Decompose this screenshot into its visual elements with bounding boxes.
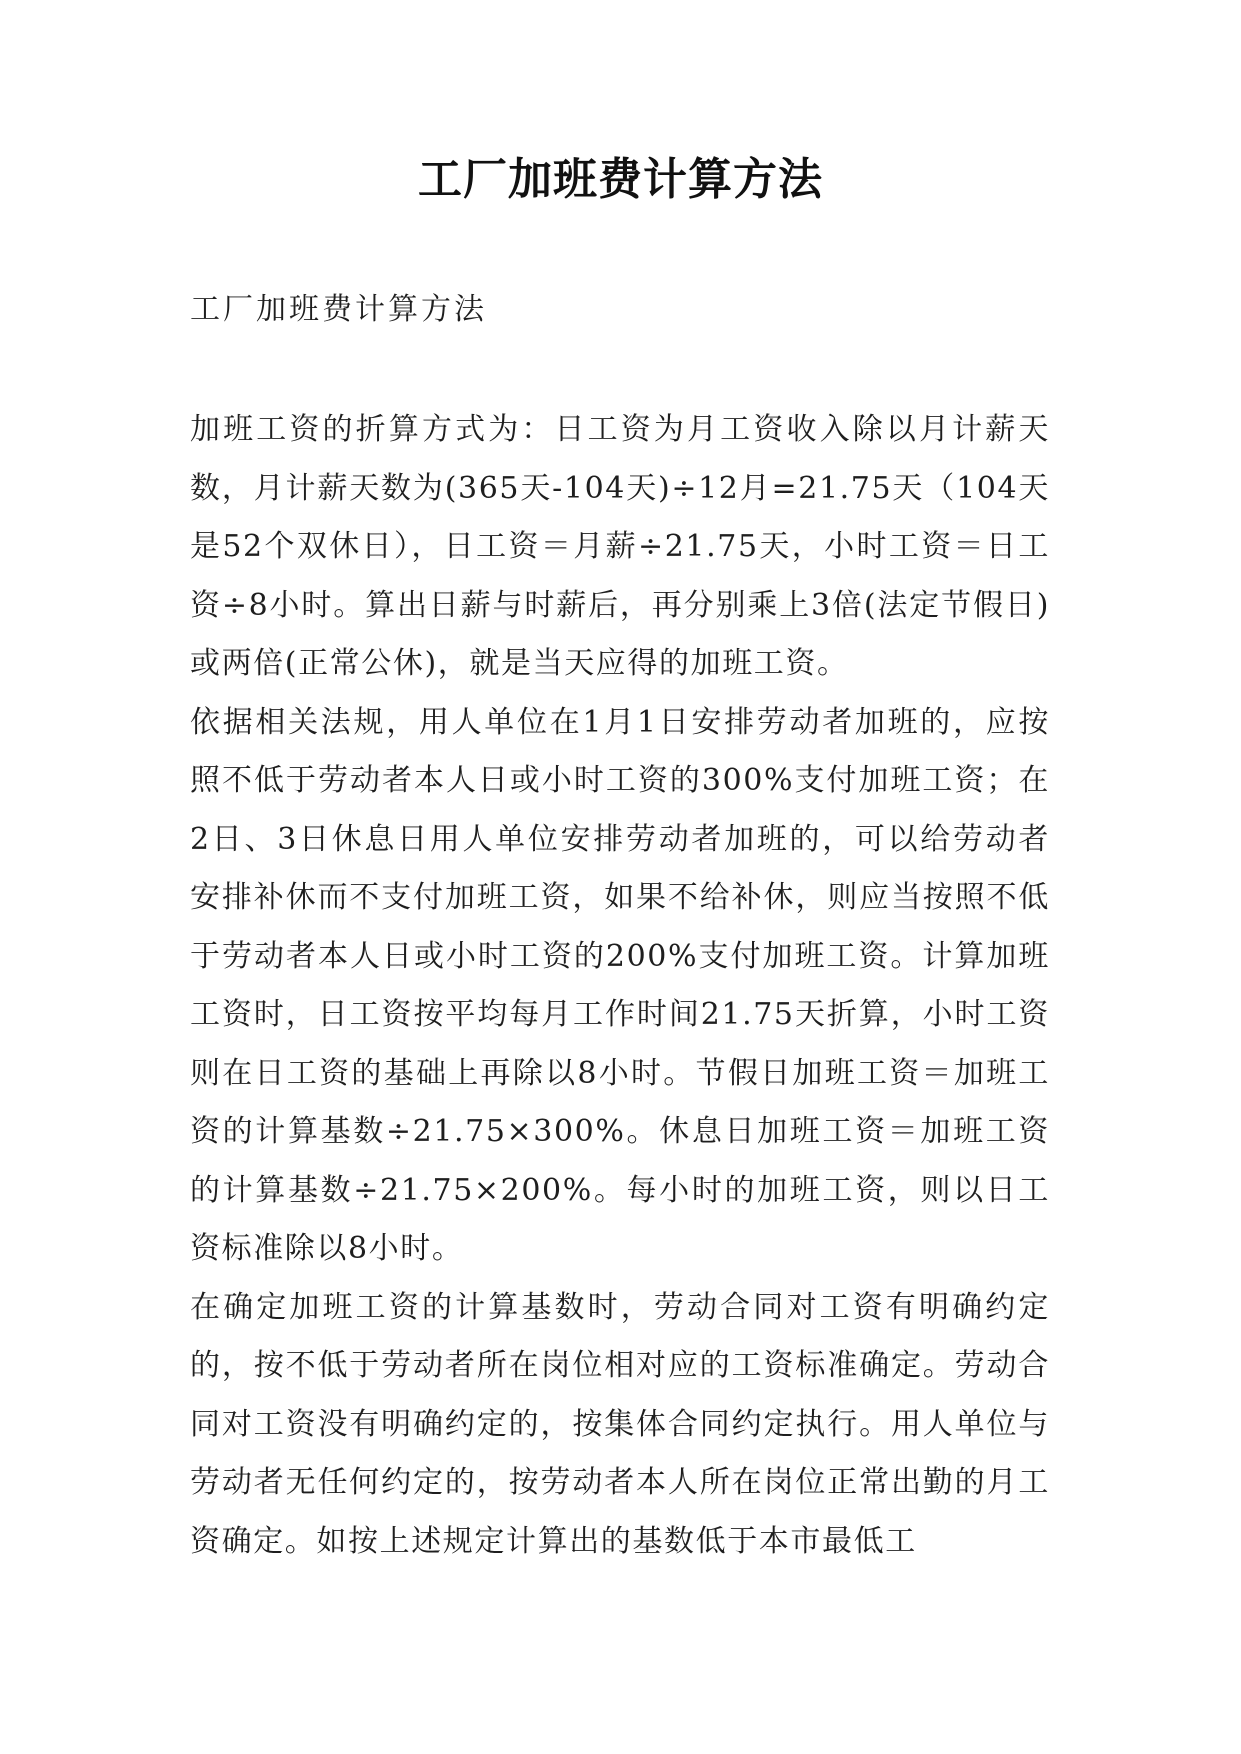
document-title: 工厂加班费计算方法 [418,154,823,205]
paragraph-calculation-base: 在确定加班工资的计算基数时，劳动合同对工资有明确约定的，按不低于劳动者所在岗位相对应的工资标准确定。劳动合同对工资没有明确约定的，按集体合同约定执行。用人单位与劳动者无任何约定的，按劳动者本人所在岗位正常出勤的月工资确定。如按上述规定计算出的基数低于本市最低工 [190,1289,1050,1559]
paragraph-overtime-wage-conversion: 加班工资的折算方式为：日工资为月工资收入除以月计薪天数，月计薪天数为(365天-104天)÷12月=21.75天（104天是52个双休日），日工资＝月薪÷21.75天，小时工资＝日工资÷8小时。算出日薪与时薪后，再分别乘上3倍(法定节假日)或两倍(正常公休)，就是当天应得的加班工资。 [190,412,1050,681]
document-body [190,401,1050,1571]
paragraph-holiday-overtime-rules: 依据相关法规，用人单位在1月1日安排劳动者加班的，应按照不低于劳动者本人日或小时工资的300%支付加班工资；在2日、3日休息日用人单位安排劳动者加班的，可以给劳动者安排补休而不支付加班工资，如果不给补休，则应当按照不低于劳动者本人日或小时工资的200%支付加班工资。计算加班工资时，日工资按平均每月工作时间21.75天折算，小时工资则在日工资的基础上再除以8小时。节假日加班工资＝加班工资的计算基数÷21.75×300%。休息日加班工资＝加班工资的计算基数÷21.75×200%。每小时的加班工资，则以日工资标准除以8小时。 [190,704,1050,1266]
document-subtitle: 工厂加班费计算方法 [190,292,487,327]
